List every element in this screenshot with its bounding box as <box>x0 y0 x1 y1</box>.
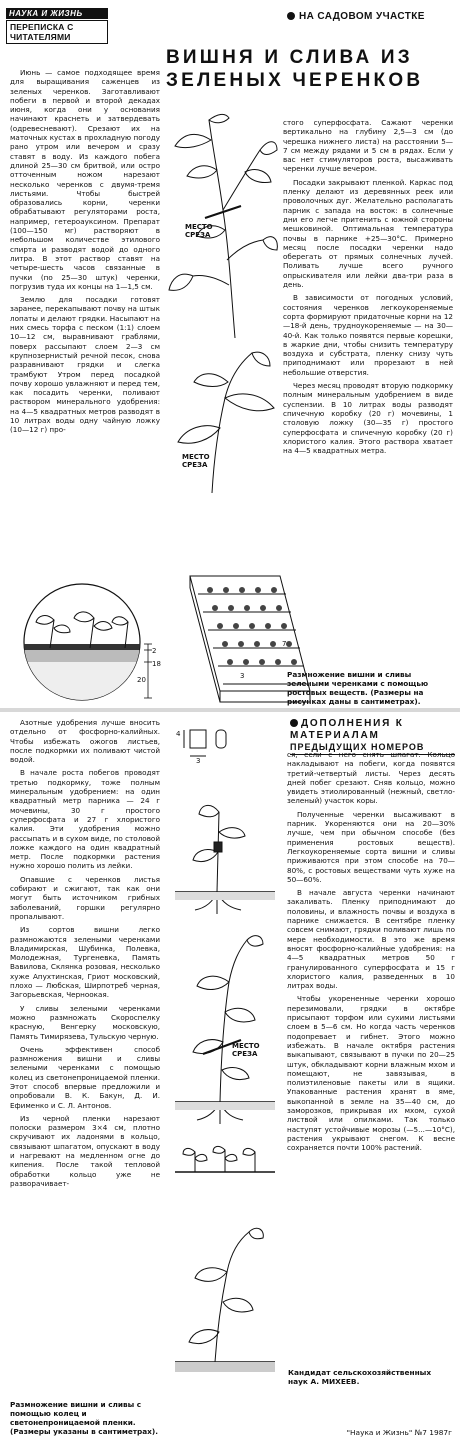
plants-illustration <box>165 772 285 1372</box>
paragraph: Из черной пленки нарезают полоски размером 3×4 см, плотно скручивают их ладонями в кольцо, связывают шпагатом, опускают в воду и нагревают на медленном огне до кипения. После такой тепловой обработки кольцо уже не разворачивает- <box>10 1113 160 1188</box>
source-footer: "Наука и Жизнь" №7 1987г <box>346 1428 452 1437</box>
section-title: ДОПОЛНЕНИЯ К МАТЕРИАЛАМ <box>290 718 404 741</box>
dimension-label: 20 <box>137 676 146 684</box>
ring-illustration <box>172 726 242 766</box>
bullet-icon <box>290 719 298 727</box>
article-column-1 <box>10 68 160 439</box>
rubric <box>287 11 425 22</box>
cutting-illustration <box>170 348 280 498</box>
soil-section-illustration <box>10 582 178 702</box>
bullet-icon <box>287 12 295 20</box>
figure-caption: Размножение вишни и сливы с помощью колец и светонепроницаемой пленки. (Размеры указаны в сантиметрах). <box>10 1400 158 1436</box>
paragraph: Июнь — самое подходящее время для выращивания саженцев из зеленых черенков. Заготавливают побеги в первой и второй декадах июня, когда они у основания начинают краснеть и затвердевать (одревесневают). Срезают их на маточных кустах в прохладную погоду рано утром или вечером и сразу ставят в воду. Из каждого побега длиной 25—30 см бритвой, или остро отточенным ножом нарезают несколько черенков с двумя-тремя листьями. Чтобы быстрей образовались корни, черенки обрабатывают регуляторами роста, например, гетероауксином. Препарат (100—150 мг) растворяют в небольшом количестве этилового спирта и разводят водой до одного литра. В этот раствор ставят на четыре-шесть часов связанные в пучки (по 25—30 штук) черенки, погрузив туда их концы на 1—1,5 см. <box>10 68 160 291</box>
page-bottom <box>0 712 460 1443</box>
paragraph: Посадки закрывают пленкой. Каркас под пленку делают из деревянных реек или проволочных дуг. Желательно располагать парник с запада на восток: в солнечные дни его легче притенить с южной стороны мешковиной. Оптимальная температура почвы в парнике +25—30°С. Примерно месяц после посадки черенки надо оберегать от прямых солнечных лучей. Поливать лучше всего ручного опрыскивателя или лейки два-три раза в день. <box>283 177 453 290</box>
article-column-2 <box>287 750 455 1156</box>
cut-place-label: МЕСТО СРЕЗА <box>232 1042 260 1058</box>
cut-place-label: МЕСТО СРЕЗА <box>185 223 213 239</box>
author-signature: Кандидат сельскохозяйственных наук А. МИХЕЕВ. <box>288 1368 432 1386</box>
dimension-label: 7 <box>282 640 287 648</box>
paragraph: У сливы зелеными черенками можно размножать Скороспелку красную, Венгерку московскую, Память Тимирязева, Тульскую черную. <box>10 1003 160 1041</box>
dimension-label: 18 <box>152 660 161 668</box>
rubric-label: НА САДОВОМ УЧАСТКЕ <box>299 11 425 22</box>
masthead-journal: НАУКА И ЖИЗНЬ <box>6 8 108 19</box>
article-column-1 <box>10 718 160 1192</box>
paragraph: В начале роста побегов проводят третью подкормку, тоже полным минеральным удобрением: на один квадратный метр парника — 24 г мочевины, 30 г простого суперфосфата и 27 г хлористого калия. Эти удобрения можно рассыпать и в сухом виде, по столовой ложке каждого на один квадратный метр. После подкормки растения нужно хорошо полить из лейки. <box>10 768 160 871</box>
masthead-section: ПЕРЕПИСКА С ЧИТАТЕЛЯМИ <box>6 20 108 44</box>
paragraph: Азотные удобрения лучше вносить отдельно от фосфорно-калийных. Чтобы избежать ожогов листьев, после подкормки их поливают чистой водой. <box>10 718 160 765</box>
dimension-label: 4 <box>176 730 181 738</box>
paragraph: Опавшие с черенков листья собирают и сжигают, так как они могут быть источником грибных заболеваний, горшки регулярно пропалывают. <box>10 874 160 921</box>
dimension-label: 3 <box>196 757 201 765</box>
paragraph: Из сортов вишни легко размножаются зелеными черенками Владимирская, Шубинка, Полевка, Молодежная, Тургеневка, Память Вавилова, Склянка розовая, несколько хуже Апухтинская, Гриот московский, плохо — Любская, Ширпотреб черная, Загорьевская, Черноокая. <box>10 925 160 1000</box>
cut-place-label: МЕСТО СРЕЗА <box>182 453 210 469</box>
paragraph: стого суперфосфата. Сажают черенки вертикально на глубину 2,5—3 см (до черешка нижнего листа) на расстоянии 5—7 см между рядами и 5 см в рядах. Если у вас нет стимуляторов роста, высаживать черенки лучше вечером. <box>283 118 453 174</box>
paragraph: Через месяц проводят вторую подкормку полным минеральным удобрением в виде суспензии. В 10 литрах воды разводят спичечную коробку (20 г) мочевины, 1 столовую ложку (30—35 г) простого суперфосфата и спичечную коробку (20 г) хлористого калия. Этого раствора хватает на 4—5 квадратных метра. <box>283 381 453 456</box>
paragraph: В зависимости от погодных условий, состояния черенков легкоукореняемые сорта формируют придаточные корни на 12—18-й день, трудноукореняемые — на 30—40-й. Как только появятся первые корешки, в жаркие дни, чтобы снизить температуру воздуха и субстрата, пленку снизу чуть приподнимают или прорезают в ней небольшие отверстия. <box>283 293 453 377</box>
paragraph: Полученные черенки высаживают в парник. Укореняются они на 20—30% лучше, чем при обычном способе (без применения ростовых веществ). Легкоукореняемые сорта вишни и сливы приживаются при этом способе на 70—80%, с ростовых веществами чуть хуже на 50—60%. <box>287 809 455 884</box>
figure-caption: Размножение вишни и сливы зелеными черенками с помощью ростовых веществ. (Размеры на рисунках даны в сантиметрах). <box>287 670 429 706</box>
dimension-label: 3 <box>240 672 245 680</box>
masthead <box>6 8 108 44</box>
paragraph: В начале августа черенки начинают закаливать. Пленку приподнимают до половины, и влажность почвы и воздуха в парнике снижается. В сентябре пленку совсем снимают, грядки поливают лишь по мере необходимости. В это же время вносят фосфорно-калийные удобрения: на 4—5 квадратных метров 50 г гранулированного суперфосфата и 15 г хлористого калия, разведенных в 10 литрах воды. <box>287 888 455 991</box>
paragraph: ся, если с него снять шпагат. Кольцо накладывают на побеги, когда появятся третий-четвертый листы. Через десять дней побег срезают. Сняв кольцо, можно увидеть этиолированный (нежный, светло-зеленый) участок коры. <box>287 750 455 806</box>
section-subtitle: ПРЕДЫДУЩИХ НОМЕРОВ <box>290 742 455 755</box>
article-title: ВИШНЯ И СЛИВА ИЗ ЗЕЛЕНЫХ ЧЕРЕНКОВ <box>166 47 424 91</box>
paragraph: Чтобы укорененные черенки хорошо перезимовали, грядки в октябре присыпают торфом или сухими листьями слоем в 5—6 см. Но когда часть черенков подопревает и гибнет. Этого можно избежать. В начале октября растения выкапывают, связывают в пучки по 20—25 штук, обкладывают корни влажным мхом и помещают, не завязывая, в полиэтиленовые пакеты или в ящики. Упакованные растения хранят в яме, выкопанной в земле на 35—40 см, до заморозков, прикрывая их мхом, сухой листвой или опилками. Так только наступят устойчивые морозы (—5...—10°С), растения укрывают снегом. К весне сохраняется почти 100% растений. <box>287 994 455 1153</box>
dimension-label: 2 <box>152 647 157 655</box>
paragraph: Землю для посадки готовят заранее, перекапывают почву на штык лопаты и делают грядки. Насыпают на них смесь торфа с песком (1:1) слоем 10—12 см, выравнивают граблями, поверх рассыпают слоем 2—3 см крупнозернистый речной песок, снова разравнивают грядки и слегка трамбуют Утром перед посадкой почву хорошо увлажняют и перед тем, как посадить черенки, поливают раствором минерального удобрения: на 4—5 квадратных метров разводят в 10 литрах воды одну чайную ложку (10—12 г) про- <box>10 295 160 435</box>
paragraph: Очень эффективен способ размножения вишни и сливы зелеными черенками с помощью колец из светонепроницаемой пленки. Этот способ впервые предложили и опробовали В. К. Бакун, Д. И. Ефименко и С. Л. Антонов. <box>10 1044 160 1110</box>
article-column-2 <box>283 118 453 459</box>
page-top <box>0 0 460 708</box>
